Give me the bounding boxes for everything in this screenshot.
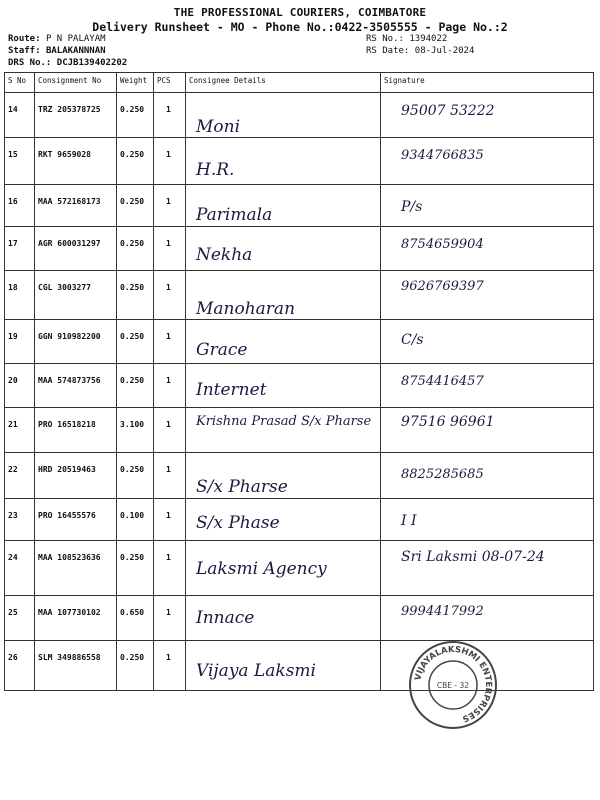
row-consignee-name: Moni (196, 117, 241, 137)
drs-label: DRS No.: (8, 58, 52, 68)
route-label: Route: (8, 34, 41, 44)
document-subtitle: Delivery Runsheet - MO - Phone No.:0422-3505555 - Page No.:2 (92, 20, 508, 34)
row-weight: 0.250 (117, 364, 154, 408)
row-consignee-cell (186, 364, 381, 408)
row-consignment-no: GGN 910982200 (35, 320, 117, 364)
row-signature-cell (381, 408, 594, 453)
col-weight-header: Weight (117, 73, 154, 93)
row-pcs: 1 (154, 596, 186, 641)
drs-line (8, 58, 127, 68)
row-signature: C/s (401, 332, 424, 348)
row-pcs: 1 (154, 320, 186, 364)
row-signature-cell (381, 499, 594, 541)
row-sno: 20 (5, 364, 35, 408)
row-pcs: 1 (154, 93, 186, 138)
row-signature: Sri Laksmi 08-07-24 (401, 549, 545, 565)
table-header-row (5, 73, 594, 93)
row-consignee-cell (186, 185, 381, 227)
row-consignee-name: Grace (196, 340, 248, 360)
row-weight: 0.250 (117, 93, 154, 138)
row-consignment-no: PRO 16455576 (35, 499, 117, 541)
row-weight: 0.250 (117, 320, 154, 364)
table-row (5, 271, 594, 320)
row-pcs: 1 (154, 408, 186, 453)
row-weight: 0.250 (117, 185, 154, 227)
row-consignment-no: MAA 108523636 (35, 541, 117, 596)
row-sno: 26 (5, 641, 35, 691)
row-weight: 0.250 (117, 227, 154, 271)
row-pcs: 1 (154, 271, 186, 320)
row-signature-cell (381, 541, 594, 596)
staff-line (8, 46, 106, 56)
row-consignee-cell (186, 408, 381, 453)
row-consignment-no: SLM 349886558 (35, 641, 117, 691)
row-consignee-cell (186, 138, 381, 185)
document-title: THE PROFESSIONAL COURIERS, COIMBATORE (173, 6, 427, 19)
company-stamp (408, 640, 498, 730)
row-signature-cell (381, 138, 594, 185)
row-consignee-name: H.R. (196, 160, 235, 180)
row-sno: 25 (5, 596, 35, 641)
table-row (5, 596, 594, 641)
row-signature: P/s (401, 199, 423, 215)
route-value: P N PALAYAM (45, 34, 106, 44)
row-consignee-name: Laksmi Agency (196, 559, 327, 579)
table-row (5, 364, 594, 408)
row-weight: 0.250 (117, 641, 154, 691)
row-sno: 14 (5, 93, 35, 138)
row-consignee-name: Innace (196, 608, 255, 628)
row-signature-cell (381, 185, 594, 227)
row-signature-cell (381, 227, 594, 271)
row-signature-cell (381, 453, 594, 499)
row-consignee-name: Vijaya Laksmi (196, 661, 316, 681)
row-consignee-cell (186, 320, 381, 364)
row-sno: 16 (5, 185, 35, 227)
row-signature: 8825285685 (401, 467, 484, 482)
table-row (5, 320, 594, 364)
row-consignee-name: Krishna Prasad S/x Pharse (196, 414, 372, 429)
row-weight: 0.250 (117, 138, 154, 185)
rs-no-line (366, 34, 447, 44)
rs-no-label: RS No.: (366, 34, 404, 44)
row-sno: 18 (5, 271, 35, 320)
stamp-ring-text: VIJAYALAKSHMI ENTERPRISES (413, 644, 494, 724)
row-signature: 8754659904 (401, 237, 484, 252)
rs-no-value: 1394022 (409, 34, 448, 44)
rs-date-line (366, 46, 474, 56)
drs-value: DCJB139402202 (56, 58, 128, 68)
table-row (5, 408, 594, 453)
row-pcs: 1 (154, 227, 186, 271)
row-consignee-name: Manoharan (196, 299, 296, 319)
row-sno: 21 (5, 408, 35, 453)
row-signature-cell (381, 320, 594, 364)
row-sno: 24 (5, 541, 35, 596)
table-row (5, 227, 594, 271)
row-signature: I I (401, 513, 417, 529)
row-signature-cell (381, 364, 594, 408)
row-signature: 97516 96961 (401, 414, 495, 430)
col-pcs-header: PCS (154, 73, 186, 93)
row-consignee-cell (186, 93, 381, 138)
row-pcs: 1 (154, 541, 186, 596)
row-signature-cell (381, 271, 594, 320)
row-signature: 9344766835 (401, 148, 484, 163)
row-consignment-no: AGR 600031297 (35, 227, 117, 271)
row-consignee-cell (186, 641, 381, 691)
table-row (5, 641, 594, 691)
row-weight: 0.100 (117, 499, 154, 541)
rs-date-value: 08-Jul-2024 (414, 46, 475, 56)
row-consignee-cell (186, 227, 381, 271)
row-weight: 0.250 (117, 541, 154, 596)
row-consignee-cell (186, 541, 381, 596)
runsheet-table (4, 72, 594, 691)
row-consignee-cell (186, 453, 381, 499)
route-line (8, 34, 106, 44)
row-pcs: 1 (154, 499, 186, 541)
row-sno: 19 (5, 320, 35, 364)
row-consignee-cell (186, 499, 381, 541)
row-consignment-no: MAA 574873756 (35, 364, 117, 408)
row-consignee-name: Internet (196, 380, 267, 400)
row-consignment-no: CGL 3003277 (35, 271, 117, 320)
col-sno-header: S No (5, 73, 35, 93)
row-pcs: 1 (154, 364, 186, 408)
row-sno: 15 (5, 138, 35, 185)
row-signature: 8754416457 (401, 374, 484, 389)
row-weight: 0.250 (117, 271, 154, 320)
table-row (5, 185, 594, 227)
row-sno: 17 (5, 227, 35, 271)
row-consignee-name: S/x Pharse (196, 477, 288, 497)
row-sno: 23 (5, 499, 35, 541)
row-consignment-no: MAA 572168173 (35, 185, 117, 227)
col-consignment-header: Consignment No (35, 73, 117, 93)
row-consignment-no: TRZ 205378725 (35, 93, 117, 138)
table-row (5, 541, 594, 596)
table-row (5, 499, 594, 541)
row-pcs: 1 (154, 185, 186, 227)
row-consignment-no: RKT 9659028 (35, 138, 117, 185)
staff-label: Staff: (8, 46, 41, 56)
table-row (5, 138, 594, 185)
row-sno: 22 (5, 453, 35, 499)
table-row (5, 453, 594, 499)
col-consignee-header: Consignee Details (186, 73, 381, 93)
row-consignee-cell (186, 271, 381, 320)
row-signature-cell (381, 93, 594, 138)
row-consignee-name: Nekha (196, 245, 253, 265)
stamp-center-text: CBE - 32 (436, 681, 470, 690)
row-consignee-name: Parimala (196, 205, 273, 225)
row-weight: 3.100 (117, 408, 154, 453)
rs-date-label: RS Date: (366, 46, 410, 56)
row-signature: 9626769397 (401, 279, 484, 294)
row-consignee-name: S/x Phase (196, 513, 280, 533)
row-consignment-no: HRD 20519463 (35, 453, 117, 499)
row-weight: 0.650 (117, 596, 154, 641)
row-pcs: 1 (154, 138, 186, 185)
row-consignee-cell (186, 596, 381, 641)
row-consignment-no: MAA 107730102 (35, 596, 117, 641)
row-weight: 0.250 (117, 453, 154, 499)
row-pcs: 1 (154, 641, 186, 691)
col-signature-header: Signature (381, 73, 594, 93)
row-pcs: 1 (154, 453, 186, 499)
staff-value: BALAKANNNAN (45, 46, 106, 56)
row-consignment-no: PRO 16518218 (35, 408, 117, 453)
row-signature-cell (381, 596, 594, 641)
table-row (5, 93, 594, 138)
row-signature: 9994417992 (401, 604, 484, 619)
row-signature: 95007 53222 (401, 103, 495, 119)
